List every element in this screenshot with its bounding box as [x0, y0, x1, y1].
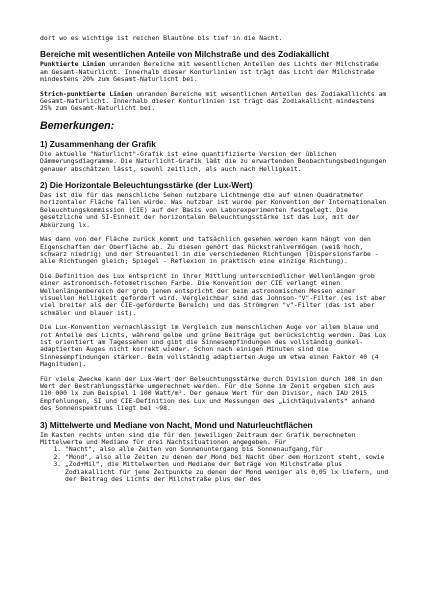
section-1-heading: 1) Zusammenhang der Grafik [40, 138, 156, 149]
dotted-lines-paragraph [40, 61, 390, 83]
section-2-paragraph-5: Für viele Zwecke kann der Lux-Wert der Beleuchtungsstärke durch Division durch 100 in den Wert der Bestrahlungsstärke umgerechnet werden. Für die Sonne im Zenit ergeben sich aus 110 000 lx zum Beispiel 1 100 Watt/m². Der genaue Wert für den Divisor, nach IAU 2015 Empfehlungen, SI und CIE-Definition des Lux und Messungen des „Lichtäquivalents“ anhand des Sonnenspektrums liegt bei ~98. [40, 374, 383, 413]
dash-dotted-lines-label: Strich-punktierte Linien [40, 89, 133, 98]
section-2-paragraph-1: Das ist die für das menschliche Sehen nutzbare Lichtmenge die auf einen Quadratmeter horizontaler Fläche fallen würde. Was nutzbar ist wurde per Konvention der Internationalen Beleuchtungskommission (CIE) auf der Basis von Laborexperimenten festgelegt. Die gesetzliche und SI-Einheit der horizontalen Beleuchtungsstärke ist das Lux, mit der Abkürzung lx. [40, 191, 387, 229]
list-item: 2. "Mond", also alle Zeiten zu denen der Mond bei Nacht über dem Horizont steht, sowie [65, 454, 390, 461]
section-1-text: Die aktuelle "Naturlicht"-Grafik ist eine quantifizierte Version der üblichen Dämmerungsdiagramme. Die Naturlicht-Grafik läßt die zu erwartenden Beobachtungsbedingungen genauer abschätzen lässt, sowohl zeitlich, als auch nach Helligkeit. [40, 149, 387, 173]
section-2-paragraph-2: Was dann von der Fläche zurück kommt und tatsächlich gesehen werden kann hängt von den Eigenschaften der Oberfläche ab. Zu diesen gehört das Rückstrahlvermögen (weiß hoch, schwarz niedrig) und der Streuanteil in die verschiedenen Richtungen (Dispersionsfarbe - alle Richtungen gleich; Spiegel - Reflexion in praktisch eine einzige Richtung). [40, 235, 379, 266]
dash-dotted-lines-paragraph [40, 91, 390, 113]
section-2-paragraph-3: Die Definition des Lux entspricht in ihrer Mittlung unterschiedlicher Wellenlängen grob einer astronomisch-fotometrischen Farbe. Die Konvention der CIE verlangt einen Wellenlängenbereich der grob jenem entspricht der beim astronomischen Messen einer visuellen Helligkeit gefordert wird. Vergleichbar sind das Johnson-"V"-Filter (es ist aber viel breiter als der CIE-geforderte Bereich) und das Strömgren "v"-Filter (das ist aber schmäler und blauer ist). [40, 271, 387, 317]
section-2-heading: 2) Die Horizontale Beleuchtungsstärke (der Lux-Wert) [40, 180, 253, 191]
section-milchstrasse-heading: Bereiche mit wesentlichen Anteile von Milchstraße und des Zodiakallicht [40, 49, 330, 60]
document-page [40, 35, 390, 483]
section-3-list [40, 446, 390, 483]
section-2-paragraph-4: Die Lux-Konvention vernachlässigt im Vergleich zum menschlichen Auge vor allem blaue und rot Anteile des Lichts, während gelbe und grüne Beiträge gut berücksichtig werden. Das Lux ist orientiert am Tagessehen und gibt die Sinnesempfindungen des vollständig dunkel-adaptierten Auges nicht korrekt wieder. Schon nach einigen Minuten sind die Sinnesempfindungen stärker. Beim vollständig adaptierten Auge um etwa einen Faktor 40 (4 Magnituden). [40, 323, 387, 369]
dash-dotted-lines-text: umranden Bereiche mit wesentlichen Anteilen des Zodiakallichts am Gesamt-Naturlicht. Innerhalb dieser Konturlinien ist trägt das Zodiakallicht mindestens 25% zum Gesamt-Naturlicht bei. [40, 89, 387, 113]
list-item: 1. "Nacht", also alle Zeiten von Sonnenuntergang bis Sonnenaufgang,für [65, 446, 390, 453]
list-item: 3. „Zod+Mil“, die Mittelwerten und Mediane der Beträge von Milchstraße plus Zodiakallicht für jene Zeitpunkte zu denen der Mond weniger als 0,05 lx liefern, und der Beitrag des Lichts der Milchstraße plus der des [65, 461, 390, 483]
dotted-lines-label: Punktierte Linien [40, 60, 106, 69]
intro-line: dort wo es wichtige ist reichen Blautöne bis tief in die Nacht. [40, 34, 283, 42]
section-3-intro: Im Kasten rechts unten sind die für den jeweiligen Zeitraum der Grafik berechneten Mittelwerte und Mediane für drei Nachtsituationen angegeben. Für [40, 430, 356, 447]
dotted-lines-text: umranden Bereiche mit wesentlichen Anteilen des Lichts der Milchstraße am Gesamt-Naturlicht. Innerhalb dieser Konturlinien ist trägt das Licht der Milchstraße mindestens 20% zum Gesamt-Naturlicht bei. [40, 60, 379, 84]
section-3-heading: 3) Mittelwerte und Mediane von Nacht, Mond und Naturleuchtflächen [40, 419, 313, 430]
bemerkungen-heading: Bemerkungen: [40, 119, 115, 132]
